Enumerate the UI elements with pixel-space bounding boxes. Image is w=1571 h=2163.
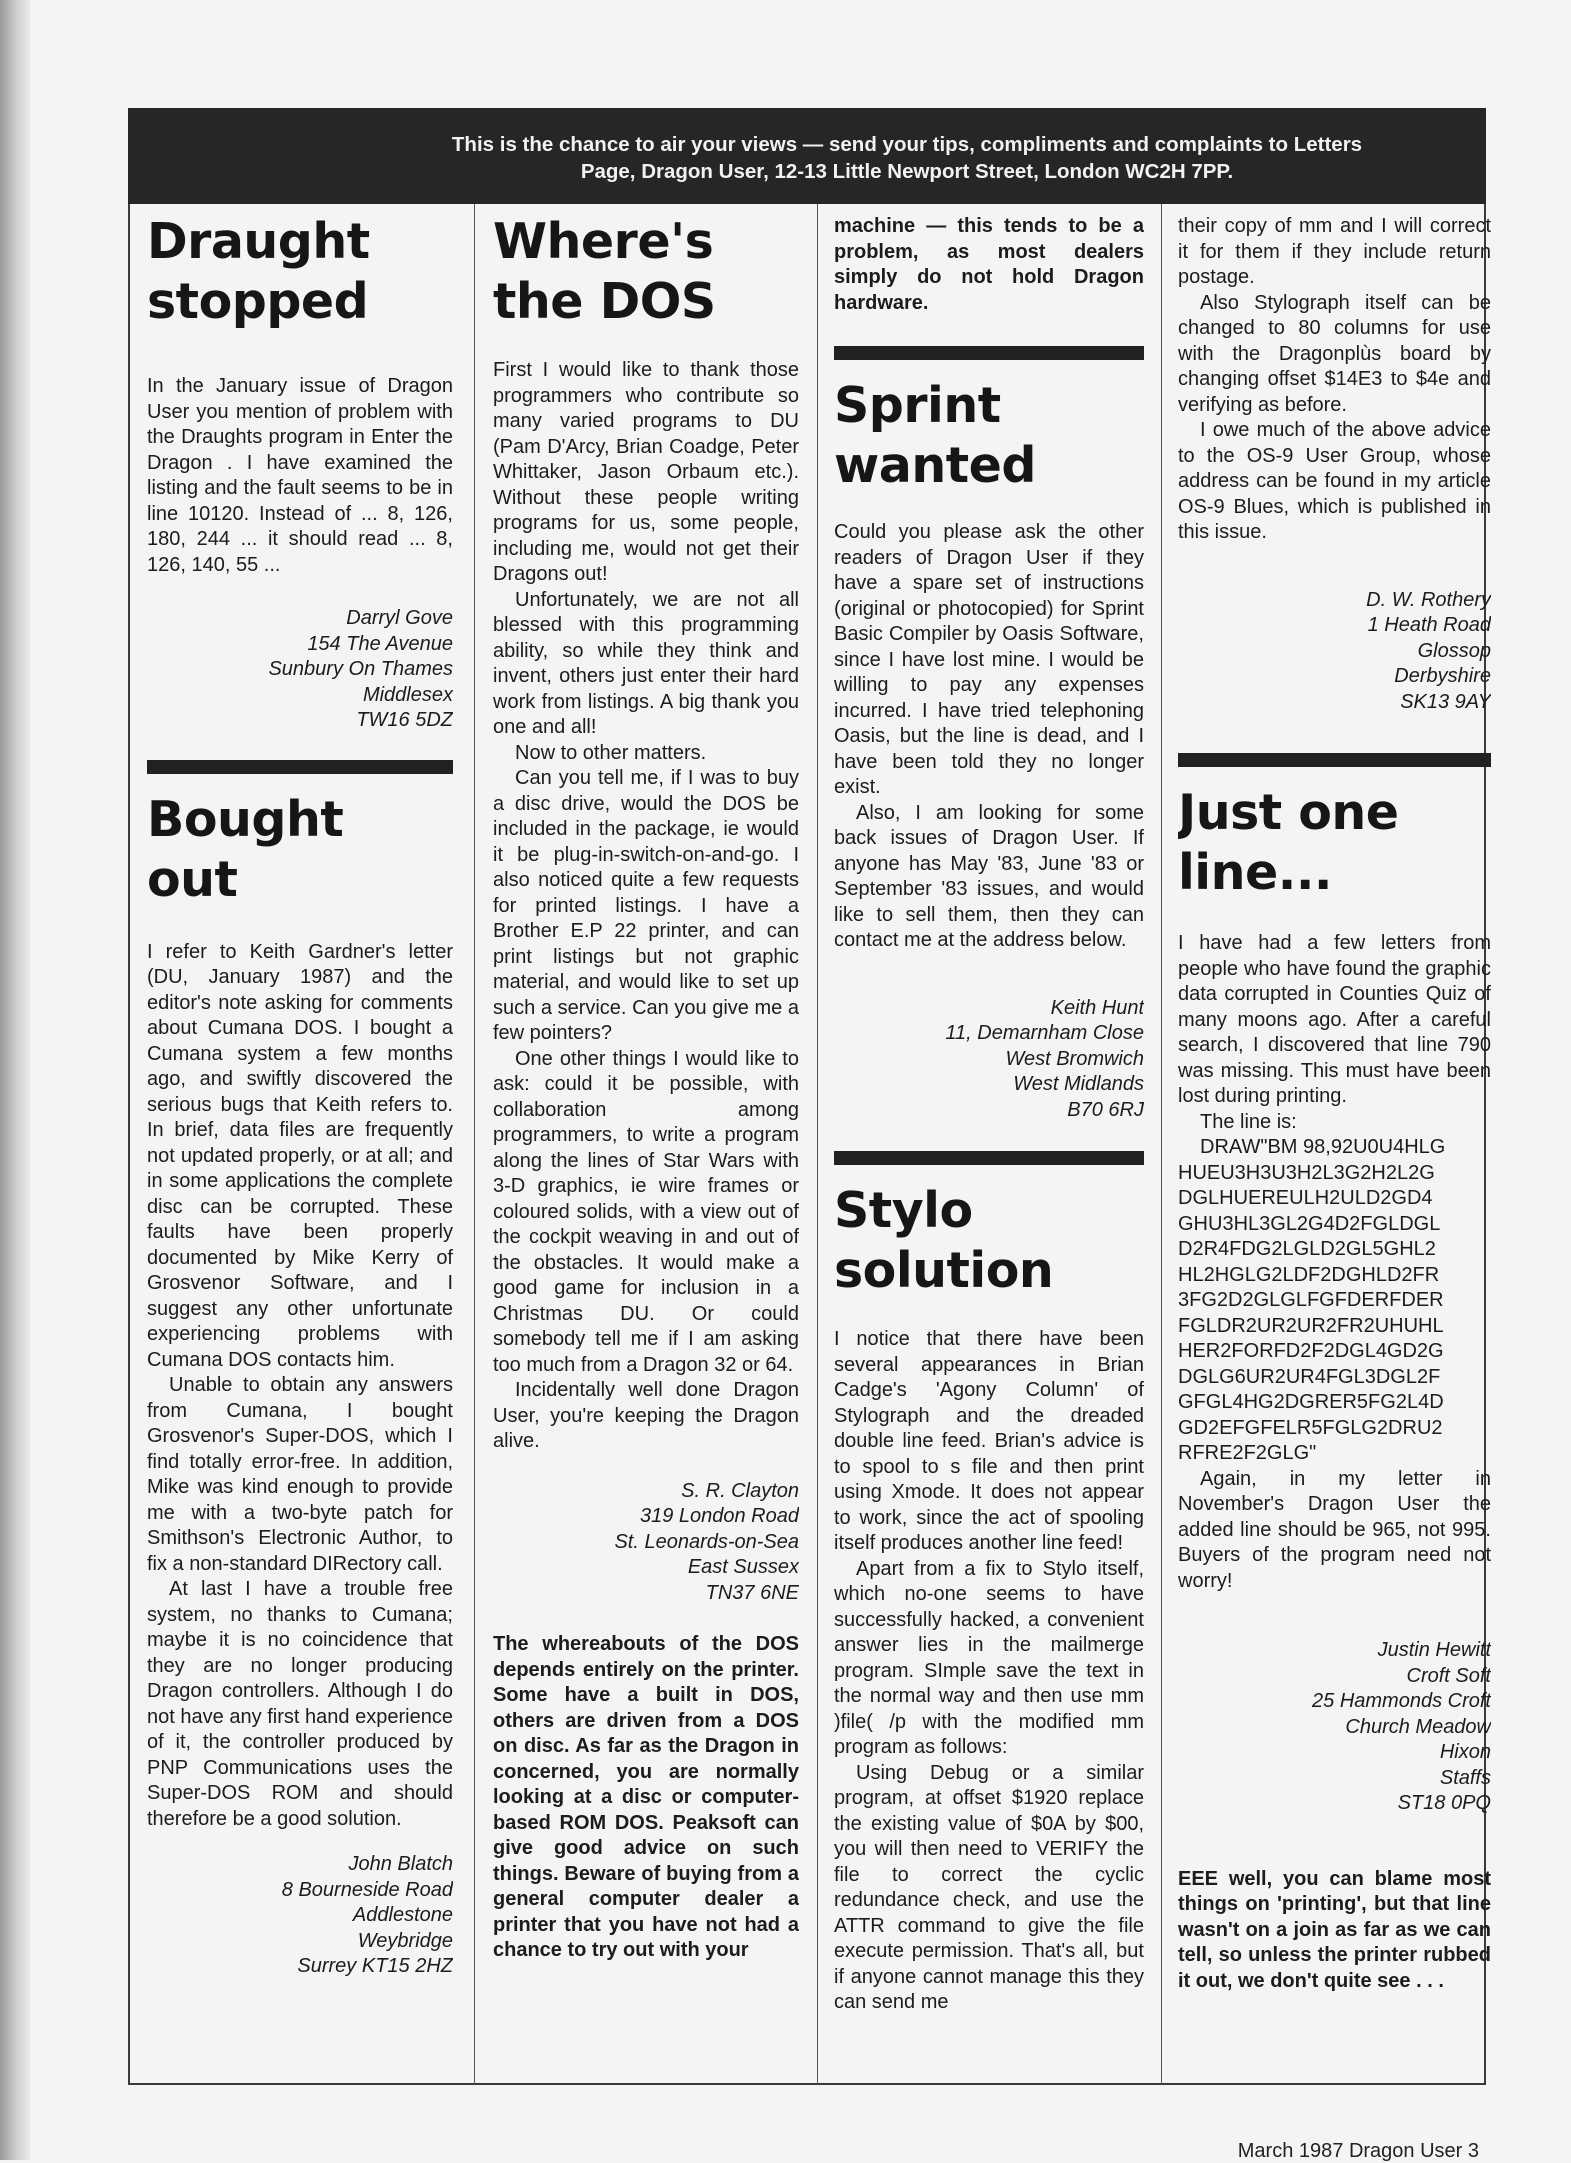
letter-paragraph: their copy of mm and I will correct it for them if they include return postage. <box>1178 215 1491 288</box>
letter-paragraph: Also Stylograph itself can be changed to 80 columns for use with the Dragonplùs board by changing offset $14E3 to $4e and verifying as before. <box>1178 291 1491 416</box>
letter-stylo-solution <box>834 1181 1144 2016</box>
editor-reply-text: The whereabouts of the DOS depends entirely on the printer. Some have a built in DOS, others are driven from a DOS on disc. As far as the Dragon in concerned, you are normally looking at a disc or computer-based ROM DOS. Peaksoft can give good advice on such things. Beware of buying from a general computer dealer a printer that you have not had a chance to try out with your <box>493 1633 799 1961</box>
column-2 <box>493 204 799 2082</box>
letter-paragraph: I refer to Keith Gardner's letter (DU, January 1987) and the editor's note asking for comments about Cumana DOS. I bought a Cumana system a few months ago, and swiftly discovered the serious bugs that Keith refers to. In brief, data files are frequently not updated properly, or at all; and in some applications the complete disc can be corrupted. These faults have been properly documented by Mike Kerry of Grosvenor Software, and I suggest any other unfortunate experiencing problems with Cumana DOS contacts him. <box>147 940 453 1371</box>
page-footer: March 1987 Dragon User 3 <box>1237 2140 1479 2162</box>
column-rule <box>817 204 818 2084</box>
letter-paragraph: Apart from a fix to Stylo itself, which no-one seems to have successfully hacked, a convenient answer lies in the mailmerge program. SImple save the text in the normal way and then use mm )file( /p with the modified mm program as follows: <box>834 1557 1144 1758</box>
page-binding-shadow <box>0 0 30 2160</box>
editor-reply <box>1178 1867 1491 1995</box>
column-3 <box>834 204 1144 2082</box>
letter-title: Stylo solution <box>834 1182 1054 1299</box>
editor-reply-text: EEE well, you can blame most things on 'printing', but that line wasn't on a join as far as we can tell, so unless the printer rubbed it out, we don't quite see . . . <box>1178 1867 1491 1992</box>
letter-paragraph: Could you please ask the other readers of Dragon User if they have a spare set of instructions (original or photocopied) for Sprint Basic Compiler by Oasis Software, since I have lost mine. I would be willing to pay any expenses incurred. I have tried telephoning Oasis, but the line is dead, and I have been told they no longer exist. <box>834 521 1144 798</box>
letter-paragraph: I notice that there have been several appearances in Brian Cadge's 'Agony Column' of Stylograph and the dreaded double line feed. Brian's advice is to spool to s file and then print using Xmode. It does not appear to work, since the act of spooling itself produces another line feed! <box>834 1328 1144 1554</box>
letter-signature: Keith Hunt 11, Demarnham Close West Bromwich West Midlands B70 6RJ <box>945 996 1144 1121</box>
banner-line-2: Page, Dragon User, 12-13 Little Newport Street, London WC2H 7PP. <box>580 160 1234 183</box>
letter-paragraph: One other things I would like to ask: could it be possible, with collaboration among programmers, to write a program along the lines of Star Wars with 3-D graphics, ie wire frames or coloured solids, with a view out of the cockpit weaving in and out of the obstacles. It would make a good game for inclusion in a Christmas DU. Or could somebody tell me if I am asking too much from a Dragon 32 or 64. <box>493 1047 799 1376</box>
section-divider <box>147 760 453 774</box>
letter-signature: Darryl Gove 154 The Avenue Sunbury On Thames Middlesex TW16 5DZ <box>268 607 453 731</box>
letter-title: Where's the DOS <box>493 213 716 330</box>
banner-line-1: This is the chance to air your views — send your tips, compliments and complaints to Letters <box>451 133 1363 156</box>
letter-sprint-wanted <box>834 376 1144 1123</box>
letter-paragraph: The line is: <box>1200 1110 1297 1133</box>
letter-signature: D. W. Rothery 1 Heath Road Glossop Derbyshire SK13 9AY <box>1366 588 1491 713</box>
letters-banner <box>128 108 1486 204</box>
code-listing: DRAW"BM 98,92U0U4HLG HUEU3H3U3H2L3G2H2L2G DGLHUEREULH2ULD2GD4 GHU3HL3GL2G4D2FGLDGL D2R4FDG2LGLD2GL5GHL2 HL2HGLG2LDF2DGHLD2FR 3FG2D2GLGLFGFDERFDER FGLDR2UR2UR2FR2UHUHL HER2FORFD2F2DGL4GD2G DGLG6UR2UR4FGL3DGL2F GFGL4HG2DGRER5FG2L4D GD2EFGFELR5FGLG2DRU2 RFRE2F2GLG" <box>1178 1136 1446 1464</box>
letter-stylo-continued <box>1178 214 1491 715</box>
section-divider <box>1178 753 1491 767</box>
letter-title: Sprint wanted <box>834 377 1036 494</box>
letter-paragraph: Unable to obtain any answers from Cumana, I bought Grosvenor's Super-DOS, which I find totally error-free. In addition, Mike was kind enough to provide me with a two-byte patch for Smithson's Electronic Author, to fix a non-standard DIRectory call. <box>147 1374 453 1575</box>
section-divider <box>834 346 1144 360</box>
letter-paragraph: Unfortunately, we are not all blessed with this programming ability, so while they think and invent, others just enter their hard work from listings. A big thank you one and all! <box>493 588 799 738</box>
letter-paragraph: Also, I am looking for some back issues of Dragon User. If anyone has May '83, June '83 or September '83 issues, and would like to sell them, then they can contact me at the address below. <box>834 801 1144 951</box>
column-rule <box>1161 204 1162 2084</box>
letter-paragraph: Can you tell me, if I was to buy a disc drive, would the DOS be included in the package, ie would it be plug-in-switch-on-and-go. I also noticed quite a few requests for printed listings. I have a Brother E.P 22 printer, and can print listings but not graphic material, and would like to set up such a service. Can you give me a few pointers? <box>493 767 799 1044</box>
letter-paragraph: Now to other matters. <box>515 741 707 764</box>
column-1 <box>147 204 453 2082</box>
letter-just-one-line <box>1178 783 1491 1994</box>
editor-reply <box>493 1632 799 1964</box>
letter-paragraph: First I would like to thank those programmers who contribute so many varied programs to DU (Pam D'Arcy, Brian Coadge, Peter Whittaker, Jason Orbaum etc.). Without these people writing programs for us, some people, including me, would not get their Dragons out! <box>493 359 799 585</box>
letter-paragraph: Using Debug or a similar program, at offset $1920 replace the existing value of $0A by $00, you will then need to VERIFY the file to correct the cyclic redundance check, and use the ATTR command to give the file execute permission. That's all, but if anyone cannot manage this they can send me <box>834 1761 1144 2013</box>
letter-title: Just one line... <box>1178 784 1399 901</box>
column-4 <box>1178 204 1491 2082</box>
letter-signature: John Blatch 8 Bourneside Road Addlestone Weybridge Surrey KT15 2HZ <box>281 1853 453 1977</box>
letter-bought-out <box>147 790 453 1980</box>
editor-reply-text: machine — this tends to be a problem, as most dealers simply do not hold Dragon hardware. <box>834 215 1144 314</box>
section-divider <box>834 1151 1144 1165</box>
letter-wheres-the-dos <box>493 212 799 1964</box>
letter-paragraph: I have had a few letters from people who have found the graphic data corrupted in Counties Quiz of many moons ago. After a careful search, I discovered that line 790 was missing. This must have been lost during printing. <box>1178 932 1491 1107</box>
letter-draught-stopped <box>147 212 453 734</box>
letter-title: Bought out <box>147 790 344 908</box>
letter-paragraph: I owe much of the above advice to the OS-9 User Group, whose address can be found in my article OS-9 Blues, which is published in this issue. <box>1178 419 1491 543</box>
letter-signature: Justin Hewitt Croft Soft 25 Hammonds Croft Church Meadow Hixon Staffs ST18 0PQ <box>1312 1639 1491 1814</box>
letter-paragraph: At last I have a trouble free system, no thanks to Cumana; maybe it is no coincidence that they are no longer producing Dragon controllers. Although I do not have any first hand experience of it, the controller produced by PNP Communications uses the Super-DOS ROM and should therefore be a good solution. <box>147 1578 453 1830</box>
letter-paragraph: In the January issue of Dragon User you mention of problem with the Draughts program in Enter the Dragon . I have examined the listing and the fault seems to be in line 10120. Instead of ... 8, 126, 180, 244 ... it should read ... 8, 126, 140, 55 ... <box>147 375 453 576</box>
letter-paragraph: Incidentally well done Dragon User, you're keeping the Dragon alive. <box>493 1379 799 1452</box>
letter-paragraph: Again, in my letter in November's Dragon User the added line should be 965, not 995. Buyers of the program need not worry! <box>1178 1467 1491 1592</box>
editor-reply-continued <box>834 214 1144 316</box>
letter-title: Draught stopped <box>147 213 370 330</box>
letter-signature: S. R. Clayton 319 London Road St. Leonards-on-Sea East Sussex TN37 6NE <box>614 1479 799 1604</box>
column-rule <box>474 204 475 2084</box>
